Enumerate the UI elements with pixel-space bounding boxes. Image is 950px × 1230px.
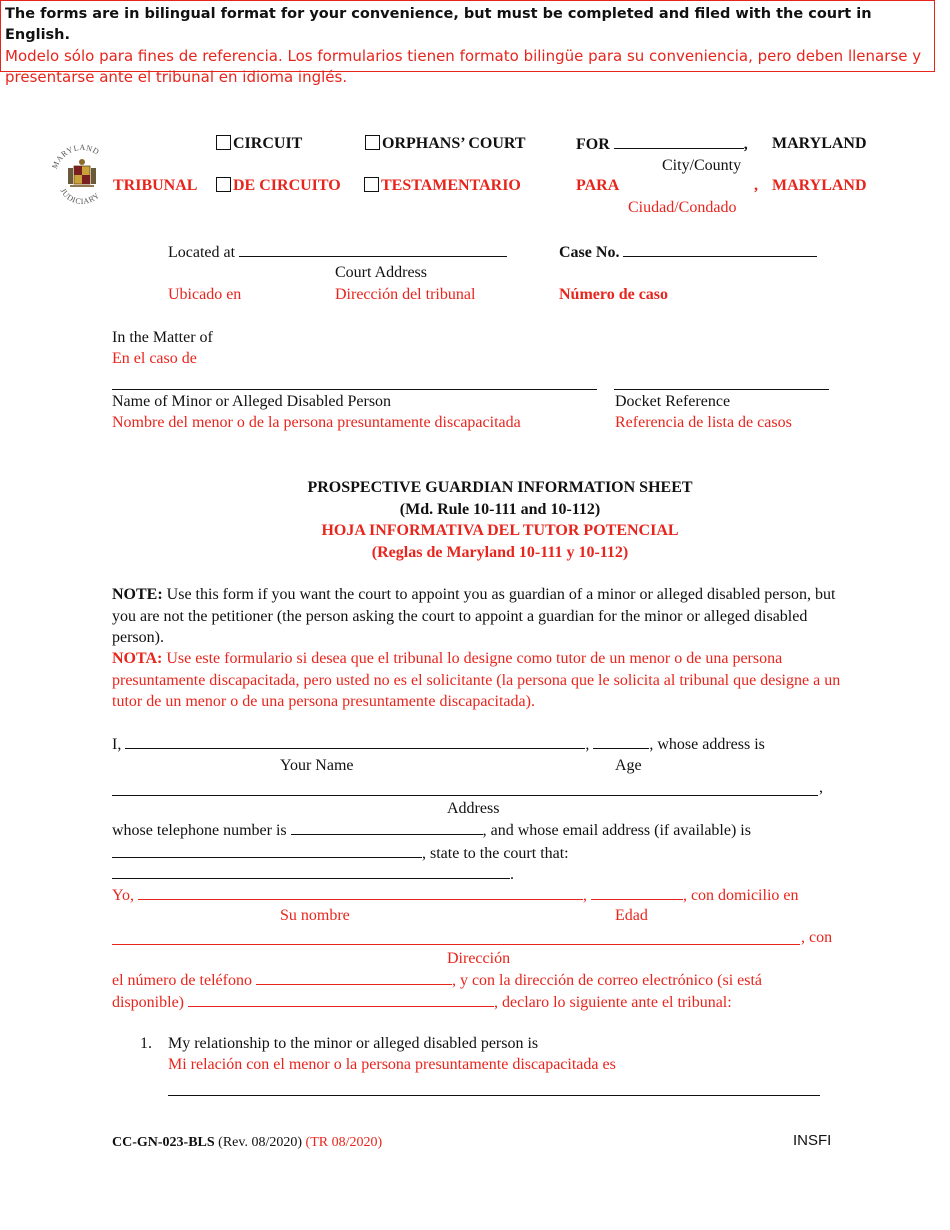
located-at-row: [168, 242, 507, 263]
telefono-field[interactable]: [256, 970, 452, 985]
title-spanish-rule: (Reglas de Maryland 10-111 y 10-112): [371, 543, 629, 561]
item-1-text-es: Mi relación con el menor o la persona presuntamente discapacitada es: [168, 1056, 616, 1073]
address-caption: Address: [447, 800, 500, 817]
note-label: NOTE:: [112, 586, 163, 603]
docket-reference-field[interactable]: [614, 389, 829, 390]
form-revision: (Rev. 08/2020): [214, 1135, 306, 1150]
direccion-caption: Dirección: [447, 950, 511, 967]
su-nombre-caption: Su nombre: [280, 907, 350, 924]
svg-text:JUDICIARY: [58, 187, 101, 206]
located-at-label: Located at: [168, 244, 236, 261]
telefono-correo-line: el número de teléfono , y con la dirección de correo electrónico (si está: [112, 972, 763, 989]
relationship-field[interactable]: [168, 1095, 820, 1096]
circuit-option[interactable]: [216, 134, 302, 154]
testamentario-option[interactable]: TESTAMENTARIO: [364, 176, 521, 196]
estado-label: MARYLAND: [772, 177, 867, 194]
form-title: [0, 477, 950, 563]
form-code: INSFI: [793, 1132, 832, 1149]
case-number-field[interactable]: [623, 242, 817, 257]
circuit-label: CIRCUIT: [233, 135, 303, 152]
your-name-caption: Your Name: [280, 757, 354, 774]
case-no-label: Case No.: [559, 244, 620, 261]
case-no-row: [559, 242, 817, 263]
orphans-court-checkbox[interactable]: [365, 135, 380, 150]
city-county-caption: City/County: [662, 157, 742, 174]
email-line: , state to the court that:: [112, 843, 569, 864]
note-english: [112, 584, 847, 649]
statement-line-1: I, , , whose address is: [112, 736, 765, 753]
age-caption: Age: [615, 757, 642, 774]
seal-bottom-text: JUDICIARY: [58, 186, 102, 207]
email-continuation-line: .: [112, 864, 514, 885]
statement-line-1-es: Yo, , , con domicilio en: [112, 887, 799, 904]
item-1-text: My relationship to the minor or alleged disabled person is: [168, 1035, 539, 1052]
testamentario-checkbox[interactable]: [364, 177, 379, 192]
numero-caso-label: Número de caso: [559, 286, 669, 303]
form-identifier: [112, 1133, 382, 1153]
minor-name-caption: Name of Minor or Alleged Disabled Person: [112, 393, 392, 410]
state-label: MARYLAND: [772, 135, 867, 152]
docket-reference-caption-es: Referencia de lista de casos: [615, 414, 792, 431]
nota-label: NOTA:: [112, 650, 163, 667]
edad-caption: Edad: [615, 907, 648, 924]
minor-name-field[interactable]: [112, 389, 597, 390]
docket-reference-caption: Docket Reference: [615, 393, 731, 410]
court-address-field[interactable]: [239, 242, 507, 257]
title-spanish: HOJA INFORMATIVA DEL TUTOR POTENCIAL: [321, 522, 679, 539]
ubicado-en-label: Ubicado en: [168, 286, 242, 303]
for-label: FOR: [576, 136, 610, 153]
para-comma: ,: [754, 177, 758, 194]
age-field[interactable]: [593, 734, 649, 749]
form-translation-revision: (TR 08/2020): [305, 1135, 383, 1150]
en-el-caso-label: En el caso de: [112, 350, 197, 367]
bilingual-notice: [0, 0, 935, 86]
notice-english: The forms are in bilingual format for your convenience, but must be completed and filed with the court in English.: [5, 6, 872, 43]
maryland-judiciary-seal: [50, 140, 114, 212]
orphans-court-label: ORPHANS’ COURT: [382, 135, 526, 152]
ciudad-condado-caption: Ciudad/Condado: [628, 199, 737, 216]
county-field[interactable]: [614, 134, 744, 149]
form-id: CC-GN-023-BLS: [112, 1135, 215, 1150]
notice-spanish: Modelo sólo para fines de referencia. Los formularios tienen formato bilingüe para su conveniencia, pero deben llenarse y presentarse ante el tribunal en idioma inglés.: [5, 47, 922, 86]
tribunal-label: TRIBUNAL: [113, 177, 198, 194]
direccion-tribunal-caption: Dirección del tribunal: [335, 286, 476, 303]
address-comma: ,: [819, 779, 823, 796]
telephone-email-line: whose telephone number is , and whose email address (if available) is: [112, 822, 751, 839]
title-english: PROSPECTIVE GUARDIAN INFORMATION SHEET: [307, 479, 693, 496]
email-field-continued[interactable]: [112, 864, 510, 879]
note-spanish: [112, 648, 847, 713]
con-label: , con: [801, 929, 833, 946]
minor-name-caption-es: Nombre del menor o de la persona presuntamente discapacitada: [112, 414, 521, 431]
title-english-rule: (Md. Rule 10-111 and 10-112): [399, 500, 601, 518]
de-circuito-option[interactable]: DE CIRCUITO: [216, 176, 341, 196]
in-the-matter-label: In the Matter of: [112, 329, 213, 346]
address-field[interactable]: [112, 795, 818, 796]
your-name-field[interactable]: [125, 734, 585, 749]
direccion-field[interactable]: [112, 944, 800, 945]
su-nombre-field[interactable]: [138, 885, 583, 900]
item-1-number: 1.: [140, 1035, 152, 1052]
de-circuito-checkbox[interactable]: [216, 177, 231, 192]
correo-field[interactable]: [188, 992, 494, 1007]
para-label: PARA: [576, 177, 620, 194]
nota-text: Use este formulario si desea que el tribunal lo designe como tutor de un menor o de una persona presuntamente discapacitada, pero usted no es el solicitante (la persona que le solicita al tribunal que designe a un tutor de un menor o de una persona presuntamente discapacitada).: [112, 650, 841, 710]
note-text: Use this form if you want the court to appoint you as guardian of a minor or alleged disabled person, but you are not the petitioner (the person asking the court to appoint a guardian for the minor or alleged disabled person).: [112, 586, 836, 646]
court-address-caption: Court Address: [335, 264, 427, 281]
orphans-court-option[interactable]: [365, 134, 526, 154]
telephone-field[interactable]: [291, 820, 483, 835]
edad-field[interactable]: [591, 885, 683, 900]
disponible-line: disponible) , declaro lo siguiente ante el tribunal:: [112, 994, 732, 1011]
circuit-checkbox[interactable]: [216, 135, 231, 150]
seal-top-text: MARYLAND: [50, 142, 102, 171]
email-field[interactable]: [112, 843, 422, 858]
for-county-line: FOR ,: [576, 136, 748, 153]
